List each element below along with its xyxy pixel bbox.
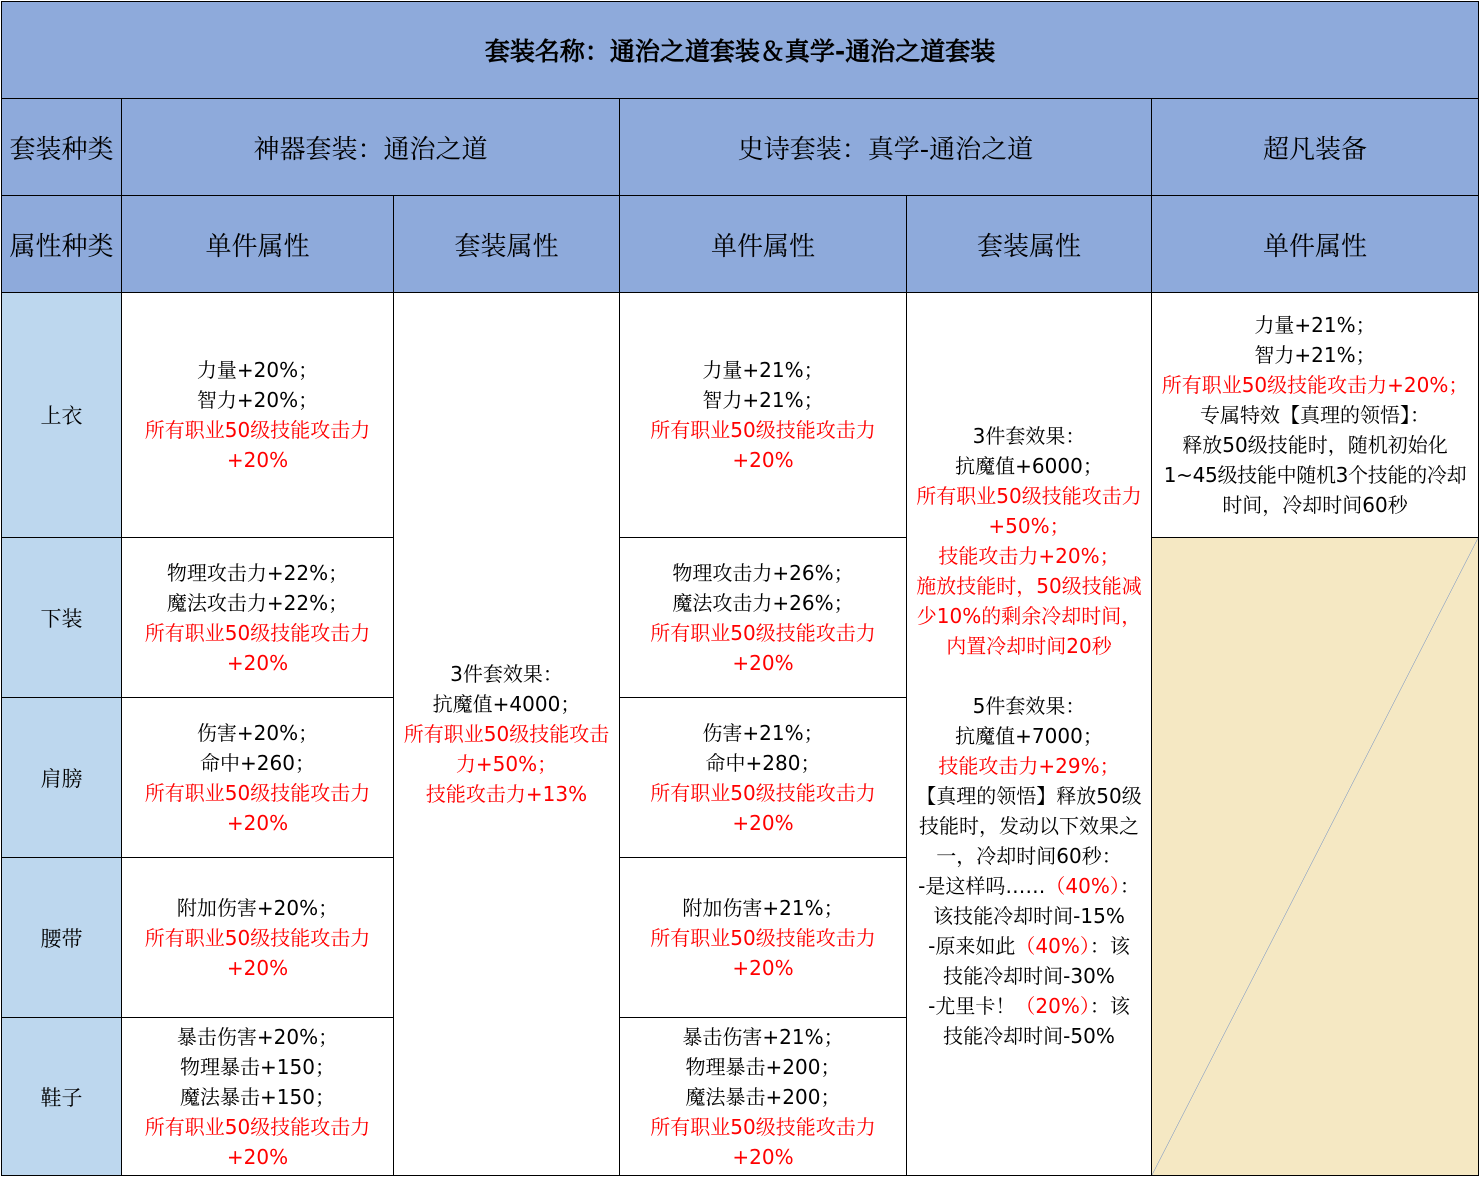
set-type-label: 套装种类 xyxy=(2,99,122,196)
transcendent-header: 超凡装备 xyxy=(1152,99,1479,196)
slot-shoes: 鞋子 xyxy=(2,1018,122,1176)
attr-type-label: 属性种类 xyxy=(2,196,122,293)
artifact-set-effect: 3件套效果： 抗魔值+4000； 所有职业50级技能攻击 力+50%； 技能攻击力+13% xyxy=(394,293,620,1176)
transcendent-attr: 力量+21%； 智力+21%； 所有职业50级技能攻击力+20%； 专属特效【真理的领悟】： 释放50级技能时，随机初始化 1~45级技能中随机3个技能的冷却 时间，冷却时间60秒 xyxy=(1152,293,1479,538)
table-title: 套装名称：通治之道套装＆真学-通治之道套装 xyxy=(2,2,1479,99)
option-3: -尤里卡！（20%）：该 xyxy=(928,994,1130,1018)
epic-shoulder-attr: 伤害+21%； 命中+280； 所有职业50级技能攻击力 +20% xyxy=(620,698,907,858)
epic-belt-attr: 附加伤害+21%； 所有职业50级技能攻击力 +20% xyxy=(620,858,907,1018)
artifact-shoes-attr: 暴击伤害+20%； 物理暴击+150； 魔法暴击+150； 所有职业50级技能攻击力 +20% xyxy=(122,1018,394,1176)
epic-bottom-attr: 物理攻击力+26%； 魔法攻击力+26%； 所有职业50级技能攻击力 +20% xyxy=(620,538,907,698)
option-2: -原来如此（40%）：该 xyxy=(928,934,1130,958)
slot-top: 上衣 xyxy=(2,293,122,538)
slot-belt: 腰带 xyxy=(2,858,122,1018)
epic-set-effect: 3件套效果： 抗魔值+6000； 所有职业50级技能攻击力 +50%； 技能攻击力+20%； 施放技能时，50级技能减 少10%的剩余冷却时间， 内置冷却时间20秒 5件套效果： 抗魔值+7000； 技能攻击力+29%； 【真理的领悟】释放50级 技能时，发动以下效果之 一，冷却时间60秒： -是这样吗……（40%）： 该技能冷却时间-15% -原来如此（40%）：该 技能冷却时间-30% -尤里卡！（20%）：该 技能冷却时间-50% xyxy=(907,293,1152,1176)
artifact-top-attr: 力量+20%； 智力+20%； 所有职业50级技能攻击力 +20% xyxy=(122,293,394,538)
diagonal-line xyxy=(1152,538,1478,1175)
artifact-belt-attr: 附加伤害+20%； 所有职业50级技能攻击力 +20% xyxy=(122,858,394,1018)
epic-set-attr-header: 套装属性 xyxy=(907,196,1152,293)
epic-top-attr: 力量+21%； 智力+21%； 所有职业50级技能攻击力 +20% xyxy=(620,293,907,538)
epic-set-header: 史诗套装：真学-通治之道 xyxy=(620,99,1152,196)
artifact-set-attr-header: 套装属性 xyxy=(394,196,620,293)
empty-cell-diagonal xyxy=(1152,538,1479,1176)
epic-single-attr-header: 单件属性 xyxy=(620,196,907,293)
transcendent-single-attr-header: 单件属性 xyxy=(1152,196,1479,293)
artifact-shoulder-attr: 伤害+20%； 命中+260； 所有职业50级技能攻击力 +20% xyxy=(122,698,394,858)
epic-shoes-attr: 暴击伤害+21%； 物理暴击+200； 魔法暴击+200； 所有职业50级技能攻击力 +20% xyxy=(620,1018,907,1176)
slot-shoulder: 肩膀 xyxy=(2,698,122,858)
artifact-set-header: 神器套装：通治之道 xyxy=(122,99,620,196)
set-table xyxy=(1,1,1479,1176)
slot-bottom: 下装 xyxy=(2,538,122,698)
artifact-single-attr-header: 单件属性 xyxy=(122,196,394,293)
option-1: -是这样吗……（40%）： xyxy=(918,874,1140,898)
artifact-bottom-attr: 物理攻击力+22%； 魔法攻击力+22%； 所有职业50级技能攻击力 +20% xyxy=(122,538,394,698)
